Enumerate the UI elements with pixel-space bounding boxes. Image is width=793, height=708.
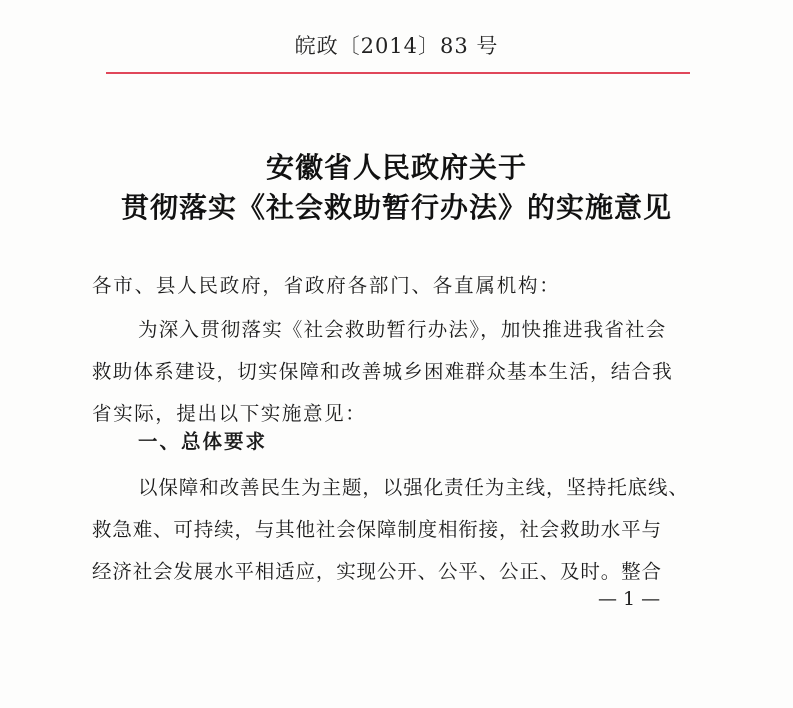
red-separator-line xyxy=(106,72,690,74)
paragraph-1-line-2: 救助体系建设，切实保障和改善城乡困难群众基本生活，结合我 xyxy=(92,360,674,383)
paragraph-2-line-2: 救急难、可持续，与其他社会保障制度相衔接，社会救助水平与 xyxy=(92,518,662,541)
paragraph-2-line-1: 以保障和改善民生为主题，以强化责任为主线，坚持托底线、 xyxy=(138,476,689,499)
paragraph-2-line-3: 经济社会发展水平相适应，实现公开、公平、公正、及时。整合 xyxy=(92,560,662,583)
page-number: — 1 — xyxy=(598,588,661,610)
salutation: 各市、县人民政府，省政府各部门、各直属机构： xyxy=(92,274,561,297)
section-heading: 一、总体要求 xyxy=(138,430,268,453)
paragraph-1-line-3: 省实际，提出以下实施意见： xyxy=(92,402,367,425)
document-title-line-2: 贯彻落实《社会救助暂行办法》的实施意见 xyxy=(120,191,672,224)
document-title-line-1: 安徽省人民政府关于 xyxy=(265,151,527,184)
paragraph-1-line-1: 为深入贯彻落实《社会救助暂行办法》，加快推进我省社会 xyxy=(138,318,667,341)
document-number: 皖政〔2014〕83 号 xyxy=(294,34,499,58)
